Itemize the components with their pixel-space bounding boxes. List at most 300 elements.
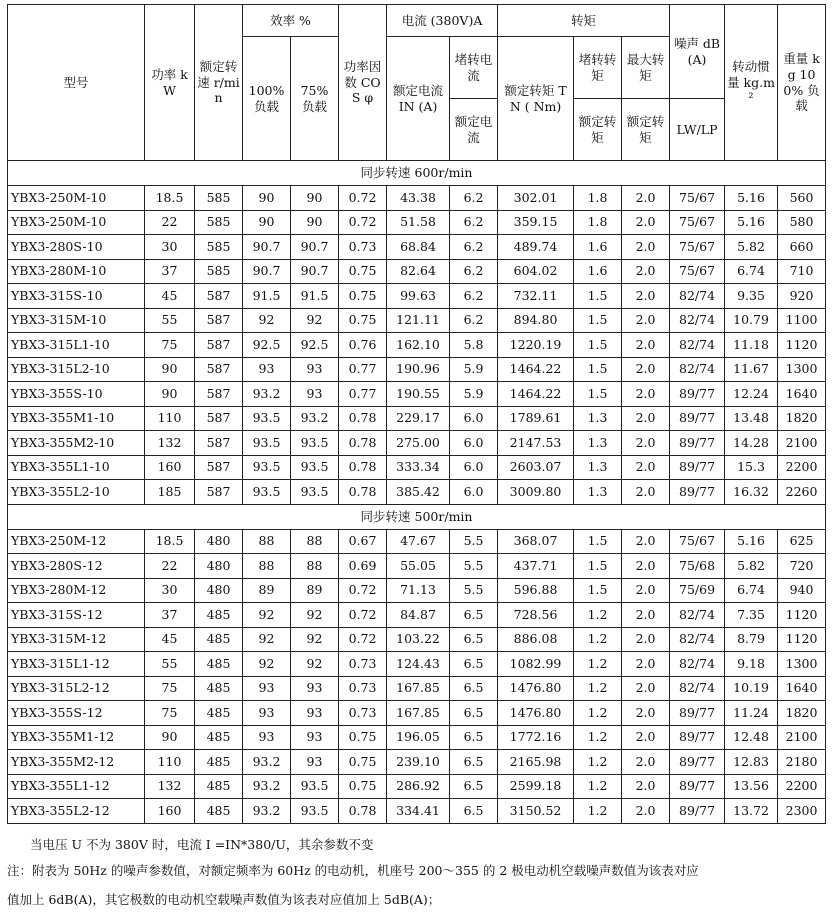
cell-locked-current-ratio: 6.5 — [450, 799, 498, 824]
cell-power: 18.5 — [145, 186, 195, 211]
cell-eff-75: 93.5 — [291, 774, 339, 799]
cell-eff-100: 90.7 — [243, 235, 291, 260]
cell-power: 18.5 — [145, 529, 195, 554]
cell-max-torque-ratio: 2.0 — [622, 455, 670, 480]
cell-inertia: 15.3 — [725, 455, 778, 480]
cell-eff-100: 93.5 — [243, 455, 291, 480]
cell-max-torque-ratio: 2.0 — [622, 750, 670, 775]
cell-eff-75: 93.5 — [291, 455, 339, 480]
cell-locked-torque-ratio: 1.2 — [574, 701, 622, 726]
cell-power-factor: 0.67 — [339, 529, 387, 554]
cell-speed: 485 — [195, 725, 243, 750]
cell-power: 55 — [145, 308, 195, 333]
cell-max-torque-ratio: 2.0 — [622, 186, 670, 211]
cell-weight: 1300 — [778, 357, 826, 382]
cell-weight: 1120 — [778, 603, 826, 628]
cell-power-factor: 0.78 — [339, 799, 387, 824]
cell-rated-torque: 359.15 — [498, 210, 574, 235]
cell-max-torque-ratio: 2.0 — [622, 480, 670, 505]
cell-speed: 485 — [195, 774, 243, 799]
cell-model: YBX3-355S-12 — [8, 701, 145, 726]
cell-locked-current-ratio: 6.0 — [450, 480, 498, 505]
cell-power: 45 — [145, 627, 195, 652]
table-row — [8, 357, 826, 382]
cell-inertia: 12.48 — [725, 725, 778, 750]
cell-eff-75: 93.5 — [291, 480, 339, 505]
cell-rated-torque: 604.02 — [498, 259, 574, 284]
cell-locked-torque-ratio: 1.3 — [574, 480, 622, 505]
note-noise-line-1: 注：附表为 50Hz 的噪声参数值，对额定频率为 60Hz 的电动机，机座号 200～355 的 2 极电动机空载噪声数值为该表对应 — [7, 863, 699, 878]
cell-power-factor: 0.77 — [339, 382, 387, 407]
cell-inertia: 10.19 — [725, 676, 778, 701]
cell-locked-current-ratio: 6.0 — [450, 431, 498, 456]
cell-power-factor: 0.73 — [339, 652, 387, 677]
cell-model: YBX3-355L1-10 — [8, 455, 145, 480]
cell-rated-torque: 1476.80 — [498, 701, 574, 726]
cell-noise: 75/67 — [670, 529, 725, 554]
cell-power: 22 — [145, 554, 195, 579]
cell-rated-current: 121.11 — [387, 308, 450, 333]
cell-rated-current: 239.10 — [387, 750, 450, 775]
cell-speed: 480 — [195, 578, 243, 603]
cell-inertia: 5.82 — [725, 554, 778, 579]
cell-locked-current-ratio: 5.8 — [450, 333, 498, 358]
cell-weight: 940 — [778, 578, 826, 603]
cell-locked-torque-ratio: 1.2 — [574, 627, 622, 652]
section-title: 同步转速 500r/min — [8, 504, 826, 529]
cell-locked-current-ratio: 6.5 — [450, 603, 498, 628]
cell-model: YBX3-280M-12 — [8, 578, 145, 603]
header-inertia: 转动惯量 kg.m² — [725, 5, 778, 161]
cell-power: 22 — [145, 210, 195, 235]
cell-rated-current: 47.67 — [387, 529, 450, 554]
header-eff-100: 100% 负载 — [243, 37, 291, 161]
cell-eff-100: 92 — [243, 308, 291, 333]
table-row — [8, 431, 826, 456]
cell-rated-torque: 2599.18 — [498, 774, 574, 799]
cell-eff-100: 92.5 — [243, 333, 291, 358]
cell-locked-torque-ratio: 1.3 — [574, 455, 622, 480]
header-locked-torque-denominator: 额定转矩 — [574, 99, 622, 161]
cell-locked-current-ratio: 6.5 — [450, 652, 498, 677]
cell-rated-current: 99.63 — [387, 284, 450, 309]
cell-eff-75: 90.7 — [291, 235, 339, 260]
header-rated-speed: 额定转速 r/min — [195, 5, 243, 161]
cell-locked-torque-ratio: 1.5 — [574, 578, 622, 603]
cell-model: YBX3-315L2-12 — [8, 676, 145, 701]
cell-inertia: 12.24 — [725, 382, 778, 407]
cell-inertia: 9.18 — [725, 652, 778, 677]
cell-locked-current-ratio: 6.2 — [450, 259, 498, 284]
cell-rated-torque: 1464.22 — [498, 382, 574, 407]
cell-model: YBX3-280M-10 — [8, 259, 145, 284]
cell-model: YBX3-280S-12 — [8, 554, 145, 579]
cell-locked-current-ratio: 6.0 — [450, 406, 498, 431]
cell-speed: 585 — [195, 210, 243, 235]
cell-inertia: 5.82 — [725, 235, 778, 260]
cell-noise: 82/74 — [670, 676, 725, 701]
cell-locked-current-ratio: 6.2 — [450, 186, 498, 211]
cell-noise: 75/69 — [670, 578, 725, 603]
cell-rated-torque: 2165.98 — [498, 750, 574, 775]
cell-noise: 75/68 — [670, 554, 725, 579]
table-row — [8, 750, 826, 775]
cell-max-torque-ratio: 2.0 — [622, 529, 670, 554]
cell-eff-100: 93.5 — [243, 431, 291, 456]
cell-model: YBX3-355L1-12 — [8, 774, 145, 799]
cell-power: 30 — [145, 578, 195, 603]
cell-power: 75 — [145, 333, 195, 358]
header-locked-torque: 堵转转矩 — [574, 37, 622, 99]
cell-eff-75: 90 — [291, 210, 339, 235]
cell-max-torque-ratio: 2.0 — [622, 701, 670, 726]
cell-noise: 89/77 — [670, 480, 725, 505]
table-row — [8, 284, 826, 309]
cell-power: 45 — [145, 284, 195, 309]
cell-eff-75: 93 — [291, 357, 339, 382]
cell-noise: 89/77 — [670, 701, 725, 726]
cell-inertia: 13.48 — [725, 406, 778, 431]
cell-locked-current-ratio: 5.9 — [450, 382, 498, 407]
cell-rated-current: 275.00 — [387, 431, 450, 456]
cell-power-factor: 0.73 — [339, 676, 387, 701]
cell-model: YBX3-315S-10 — [8, 284, 145, 309]
cell-power: 132 — [145, 774, 195, 799]
cell-locked-current-ratio: 6.2 — [450, 284, 498, 309]
cell-noise: 82/74 — [670, 308, 725, 333]
cell-eff-100: 92 — [243, 652, 291, 677]
cell-eff-75: 93 — [291, 750, 339, 775]
table-row — [8, 382, 826, 407]
cell-power-factor: 0.69 — [339, 554, 387, 579]
cell-power: 90 — [145, 382, 195, 407]
cell-model: YBX3-315L1-12 — [8, 652, 145, 677]
cell-max-torque-ratio: 2.0 — [622, 284, 670, 309]
cell-max-torque-ratio: 2.0 — [622, 603, 670, 628]
cell-rated-current: 82.64 — [387, 259, 450, 284]
cell-locked-current-ratio: 5.5 — [450, 578, 498, 603]
cell-weight: 710 — [778, 259, 826, 284]
header-noise: 噪声 dB(A) — [670, 5, 725, 99]
cell-model: YBX3-250M-12 — [8, 529, 145, 554]
cell-eff-75: 92 — [291, 308, 339, 333]
cell-rated-torque: 1789.61 — [498, 406, 574, 431]
table-row — [8, 333, 826, 358]
cell-power: 90 — [145, 357, 195, 382]
cell-rated-current: 385.42 — [387, 480, 450, 505]
cell-rated-current: 190.96 — [387, 357, 450, 382]
cell-noise: 75/67 — [670, 235, 725, 260]
table-row — [8, 308, 826, 333]
cell-power: 90 — [145, 725, 195, 750]
cell-speed: 587 — [195, 480, 243, 505]
cell-weight: 2200 — [778, 774, 826, 799]
cell-weight: 2100 — [778, 431, 826, 456]
cell-locked-torque-ratio: 1.3 — [574, 406, 622, 431]
cell-locked-torque-ratio: 1.5 — [574, 333, 622, 358]
cell-weight: 1820 — [778, 406, 826, 431]
table-row — [8, 676, 826, 701]
cell-max-torque-ratio: 2.0 — [622, 578, 670, 603]
cell-eff-100: 88 — [243, 529, 291, 554]
cell-rated-torque: 894.80 — [498, 308, 574, 333]
cell-model: YBX3-355M1-12 — [8, 725, 145, 750]
cell-eff-100: 93 — [243, 676, 291, 701]
cell-rated-current: 84.87 — [387, 603, 450, 628]
cell-rated-current: 334.41 — [387, 799, 450, 824]
cell-eff-100: 91.5 — [243, 284, 291, 309]
cell-speed: 585 — [195, 186, 243, 211]
cell-locked-current-ratio: 5.9 — [450, 357, 498, 382]
cell-max-torque-ratio: 2.0 — [622, 652, 670, 677]
cell-eff-100: 93.2 — [243, 750, 291, 775]
cell-weight: 2180 — [778, 750, 826, 775]
cell-rated-torque: 1772.16 — [498, 725, 574, 750]
cell-rated-current: 71.13 — [387, 578, 450, 603]
cell-max-torque-ratio: 2.0 — [622, 554, 670, 579]
header-power: 功率 kW — [145, 5, 195, 161]
cell-locked-torque-ratio: 1.3 — [574, 431, 622, 456]
cell-max-torque-ratio: 2.0 — [622, 774, 670, 799]
cell-rated-torque: 3150.52 — [498, 799, 574, 824]
cell-locked-current-ratio: 6.0 — [450, 455, 498, 480]
cell-locked-torque-ratio: 1.2 — [574, 799, 622, 824]
table-row — [8, 210, 826, 235]
cell-locked-current-ratio: 6.2 — [450, 308, 498, 333]
cell-weight: 2100 — [778, 725, 826, 750]
cell-power-factor: 0.78 — [339, 455, 387, 480]
cell-speed: 485 — [195, 799, 243, 824]
cell-rated-torque: 1464.22 — [498, 357, 574, 382]
header-rated-current: 额定电流 IN (A) — [387, 37, 450, 161]
cell-power-factor: 0.75 — [339, 284, 387, 309]
cell-locked-current-ratio: 5.5 — [450, 554, 498, 579]
cell-power: 110 — [145, 750, 195, 775]
cell-max-torque-ratio: 2.0 — [622, 627, 670, 652]
cell-weight: 1640 — [778, 676, 826, 701]
cell-model: YBX3-315M-12 — [8, 627, 145, 652]
section-row — [8, 504, 826, 529]
cell-noise: 89/77 — [670, 725, 725, 750]
cell-inertia: 16.32 — [725, 480, 778, 505]
cell-power: 37 — [145, 603, 195, 628]
cell-rated-current: 229.17 — [387, 406, 450, 431]
cell-eff-75: 93.5 — [291, 799, 339, 824]
cell-weight: 720 — [778, 554, 826, 579]
cell-inertia: 7.35 — [725, 603, 778, 628]
cell-max-torque-ratio: 2.0 — [622, 357, 670, 382]
cell-power-factor: 0.73 — [339, 701, 387, 726]
cell-speed: 587 — [195, 284, 243, 309]
cell-model: YBX3-280S-10 — [8, 235, 145, 260]
cell-power-factor: 0.75 — [339, 774, 387, 799]
cell-power-factor: 0.72 — [339, 210, 387, 235]
cell-rated-current: 124.43 — [387, 652, 450, 677]
cell-eff-100: 90 — [243, 186, 291, 211]
cell-speed: 585 — [195, 235, 243, 260]
cell-power: 160 — [145, 455, 195, 480]
cell-noise: 75/67 — [670, 259, 725, 284]
cell-power-factor: 0.72 — [339, 603, 387, 628]
header-efficiency: 效率 % — [243, 5, 339, 37]
cell-eff-100: 93 — [243, 357, 291, 382]
cell-locked-torque-ratio: 1.5 — [574, 284, 622, 309]
cell-speed: 587 — [195, 455, 243, 480]
cell-model: YBX3-355L2-10 — [8, 480, 145, 505]
cell-locked-current-ratio: 6.5 — [450, 701, 498, 726]
cell-eff-100: 90 — [243, 210, 291, 235]
cell-rated-torque: 2603.07 — [498, 455, 574, 480]
cell-model: YBX3-355M2-12 — [8, 750, 145, 775]
cell-speed: 587 — [195, 308, 243, 333]
cell-speed: 587 — [195, 431, 243, 456]
cell-rated-current: 167.85 — [387, 701, 450, 726]
cell-model: YBX3-250M-10 — [8, 210, 145, 235]
cell-rated-torque: 3009.80 — [498, 480, 574, 505]
cell-noise: 89/77 — [670, 455, 725, 480]
cell-inertia: 11.24 — [725, 701, 778, 726]
table-row — [8, 186, 826, 211]
cell-power: 110 — [145, 406, 195, 431]
table-row — [8, 725, 826, 750]
cell-rated-current: 103.22 — [387, 627, 450, 652]
cell-eff-75: 92.5 — [291, 333, 339, 358]
cell-eff-75: 88 — [291, 554, 339, 579]
cell-max-torque-ratio: 2.0 — [622, 382, 670, 407]
cell-power-factor: 0.76 — [339, 333, 387, 358]
cell-rated-current: 333.34 — [387, 455, 450, 480]
cell-rated-current: 68.84 — [387, 235, 450, 260]
cell-power-factor: 0.78 — [339, 406, 387, 431]
cell-power-factor: 0.75 — [339, 259, 387, 284]
header-max-torque-denominator: 额定转矩 — [622, 99, 670, 161]
cell-noise: 89/77 — [670, 406, 725, 431]
cell-power: 55 — [145, 652, 195, 677]
cell-power-factor: 0.72 — [339, 578, 387, 603]
cell-max-torque-ratio: 2.0 — [622, 210, 670, 235]
header-noise-unit: LW/LP — [670, 99, 725, 161]
cell-locked-current-ratio: 6.5 — [450, 725, 498, 750]
cell-locked-torque-ratio: 1.8 — [574, 186, 622, 211]
cell-max-torque-ratio: 2.0 — [622, 406, 670, 431]
table-row — [8, 701, 826, 726]
cell-eff-100: 93 — [243, 701, 291, 726]
cell-locked-torque-ratio: 1.6 — [574, 235, 622, 260]
cell-locked-current-ratio: 6.5 — [450, 774, 498, 799]
cell-locked-torque-ratio: 1.2 — [574, 725, 622, 750]
cell-noise: 82/74 — [670, 284, 725, 309]
cell-rated-torque: 302.01 — [498, 186, 574, 211]
table-row — [8, 259, 826, 284]
cell-inertia: 12.83 — [725, 750, 778, 775]
note-noise-line-2: 值加上 6dB(A)，其它极数的电动机空载噪声数值为该表对应值加上 5dB(A)； — [7, 892, 441, 907]
cell-model: YBX3-355S-10 — [8, 382, 145, 407]
cell-eff-100: 93 — [243, 725, 291, 750]
cell-rated-current: 196.05 — [387, 725, 450, 750]
cell-rated-torque: 1220.19 — [498, 333, 574, 358]
cell-locked-current-ratio: 6.5 — [450, 627, 498, 652]
cell-inertia: 8.79 — [725, 627, 778, 652]
cell-rated-torque: 732.11 — [498, 284, 574, 309]
section-title: 同步转速 600r/min — [8, 161, 826, 186]
cell-eff-100: 90.7 — [243, 259, 291, 284]
table-row — [8, 774, 826, 799]
cell-rated-current: 190.55 — [387, 382, 450, 407]
cell-eff-100: 93.2 — [243, 382, 291, 407]
cell-weight: 1300 — [778, 652, 826, 677]
cell-speed: 485 — [195, 652, 243, 677]
cell-power: 30 — [145, 235, 195, 260]
table-body — [8, 161, 826, 824]
cell-max-torque-ratio: 2.0 — [622, 676, 670, 701]
cell-model: YBX3-250M-10 — [8, 186, 145, 211]
cell-noise: 89/77 — [670, 431, 725, 456]
cell-max-torque-ratio: 2.0 — [622, 259, 670, 284]
cell-noise: 75/67 — [670, 210, 725, 235]
cell-power: 160 — [145, 799, 195, 824]
cell-inertia: 6.74 — [725, 259, 778, 284]
section-row — [8, 161, 826, 186]
cell-locked-current-ratio: 6.2 — [450, 210, 498, 235]
cell-inertia: 5.16 — [725, 186, 778, 211]
table-row — [8, 480, 826, 505]
table-row — [8, 799, 826, 824]
cell-locked-current-ratio: 6.2 — [450, 235, 498, 260]
cell-inertia: 10.79 — [725, 308, 778, 333]
cell-weight: 2200 — [778, 455, 826, 480]
cell-eff-100: 93.2 — [243, 774, 291, 799]
cell-max-torque-ratio: 2.0 — [622, 308, 670, 333]
cell-locked-current-ratio: 6.5 — [450, 750, 498, 775]
cell-locked-torque-ratio: 1.5 — [574, 357, 622, 382]
cell-power: 75 — [145, 701, 195, 726]
cell-weight: 1100 — [778, 308, 826, 333]
cell-speed: 485 — [195, 750, 243, 775]
cell-power-factor: 0.75 — [339, 308, 387, 333]
cell-noise: 89/77 — [670, 382, 725, 407]
cell-eff-75: 91.5 — [291, 284, 339, 309]
cell-weight: 660 — [778, 235, 826, 260]
cell-inertia: 5.16 — [725, 529, 778, 554]
header-locked-current-denominator: 额定电流 — [450, 99, 498, 161]
cell-weight: 1820 — [778, 701, 826, 726]
cell-model: YBX3-355L2-12 — [8, 799, 145, 824]
cell-power-factor: 0.75 — [339, 750, 387, 775]
cell-locked-current-ratio: 6.5 — [450, 676, 498, 701]
cell-eff-75: 89 — [291, 578, 339, 603]
cell-locked-torque-ratio: 1.5 — [574, 554, 622, 579]
cell-speed: 485 — [195, 627, 243, 652]
header-weight: 重量 kg 100% 负载 — [778, 5, 826, 161]
cell-inertia: 13.72 — [725, 799, 778, 824]
cell-noise: 75/67 — [670, 186, 725, 211]
cell-speed: 485 — [195, 676, 243, 701]
cell-weight: 2300 — [778, 799, 826, 824]
cell-rated-current: 55.05 — [387, 554, 450, 579]
note-voltage: 当电压 U 不为 380V 时，电流 I =IN*380/U，其余参数不变 — [30, 837, 374, 852]
cell-max-torque-ratio: 2.0 — [622, 725, 670, 750]
cell-noise: 82/74 — [670, 603, 725, 628]
cell-rated-torque: 368.07 — [498, 529, 574, 554]
cell-noise: 82/74 — [670, 333, 725, 358]
cell-speed: 587 — [195, 357, 243, 382]
header-power-factor: 功率因数 COS φ — [339, 5, 387, 161]
cell-power-factor: 0.78 — [339, 431, 387, 456]
cell-eff-75: 92 — [291, 603, 339, 628]
cell-eff-75: 92 — [291, 652, 339, 677]
cell-eff-100: 92 — [243, 603, 291, 628]
cell-noise: 82/74 — [670, 357, 725, 382]
